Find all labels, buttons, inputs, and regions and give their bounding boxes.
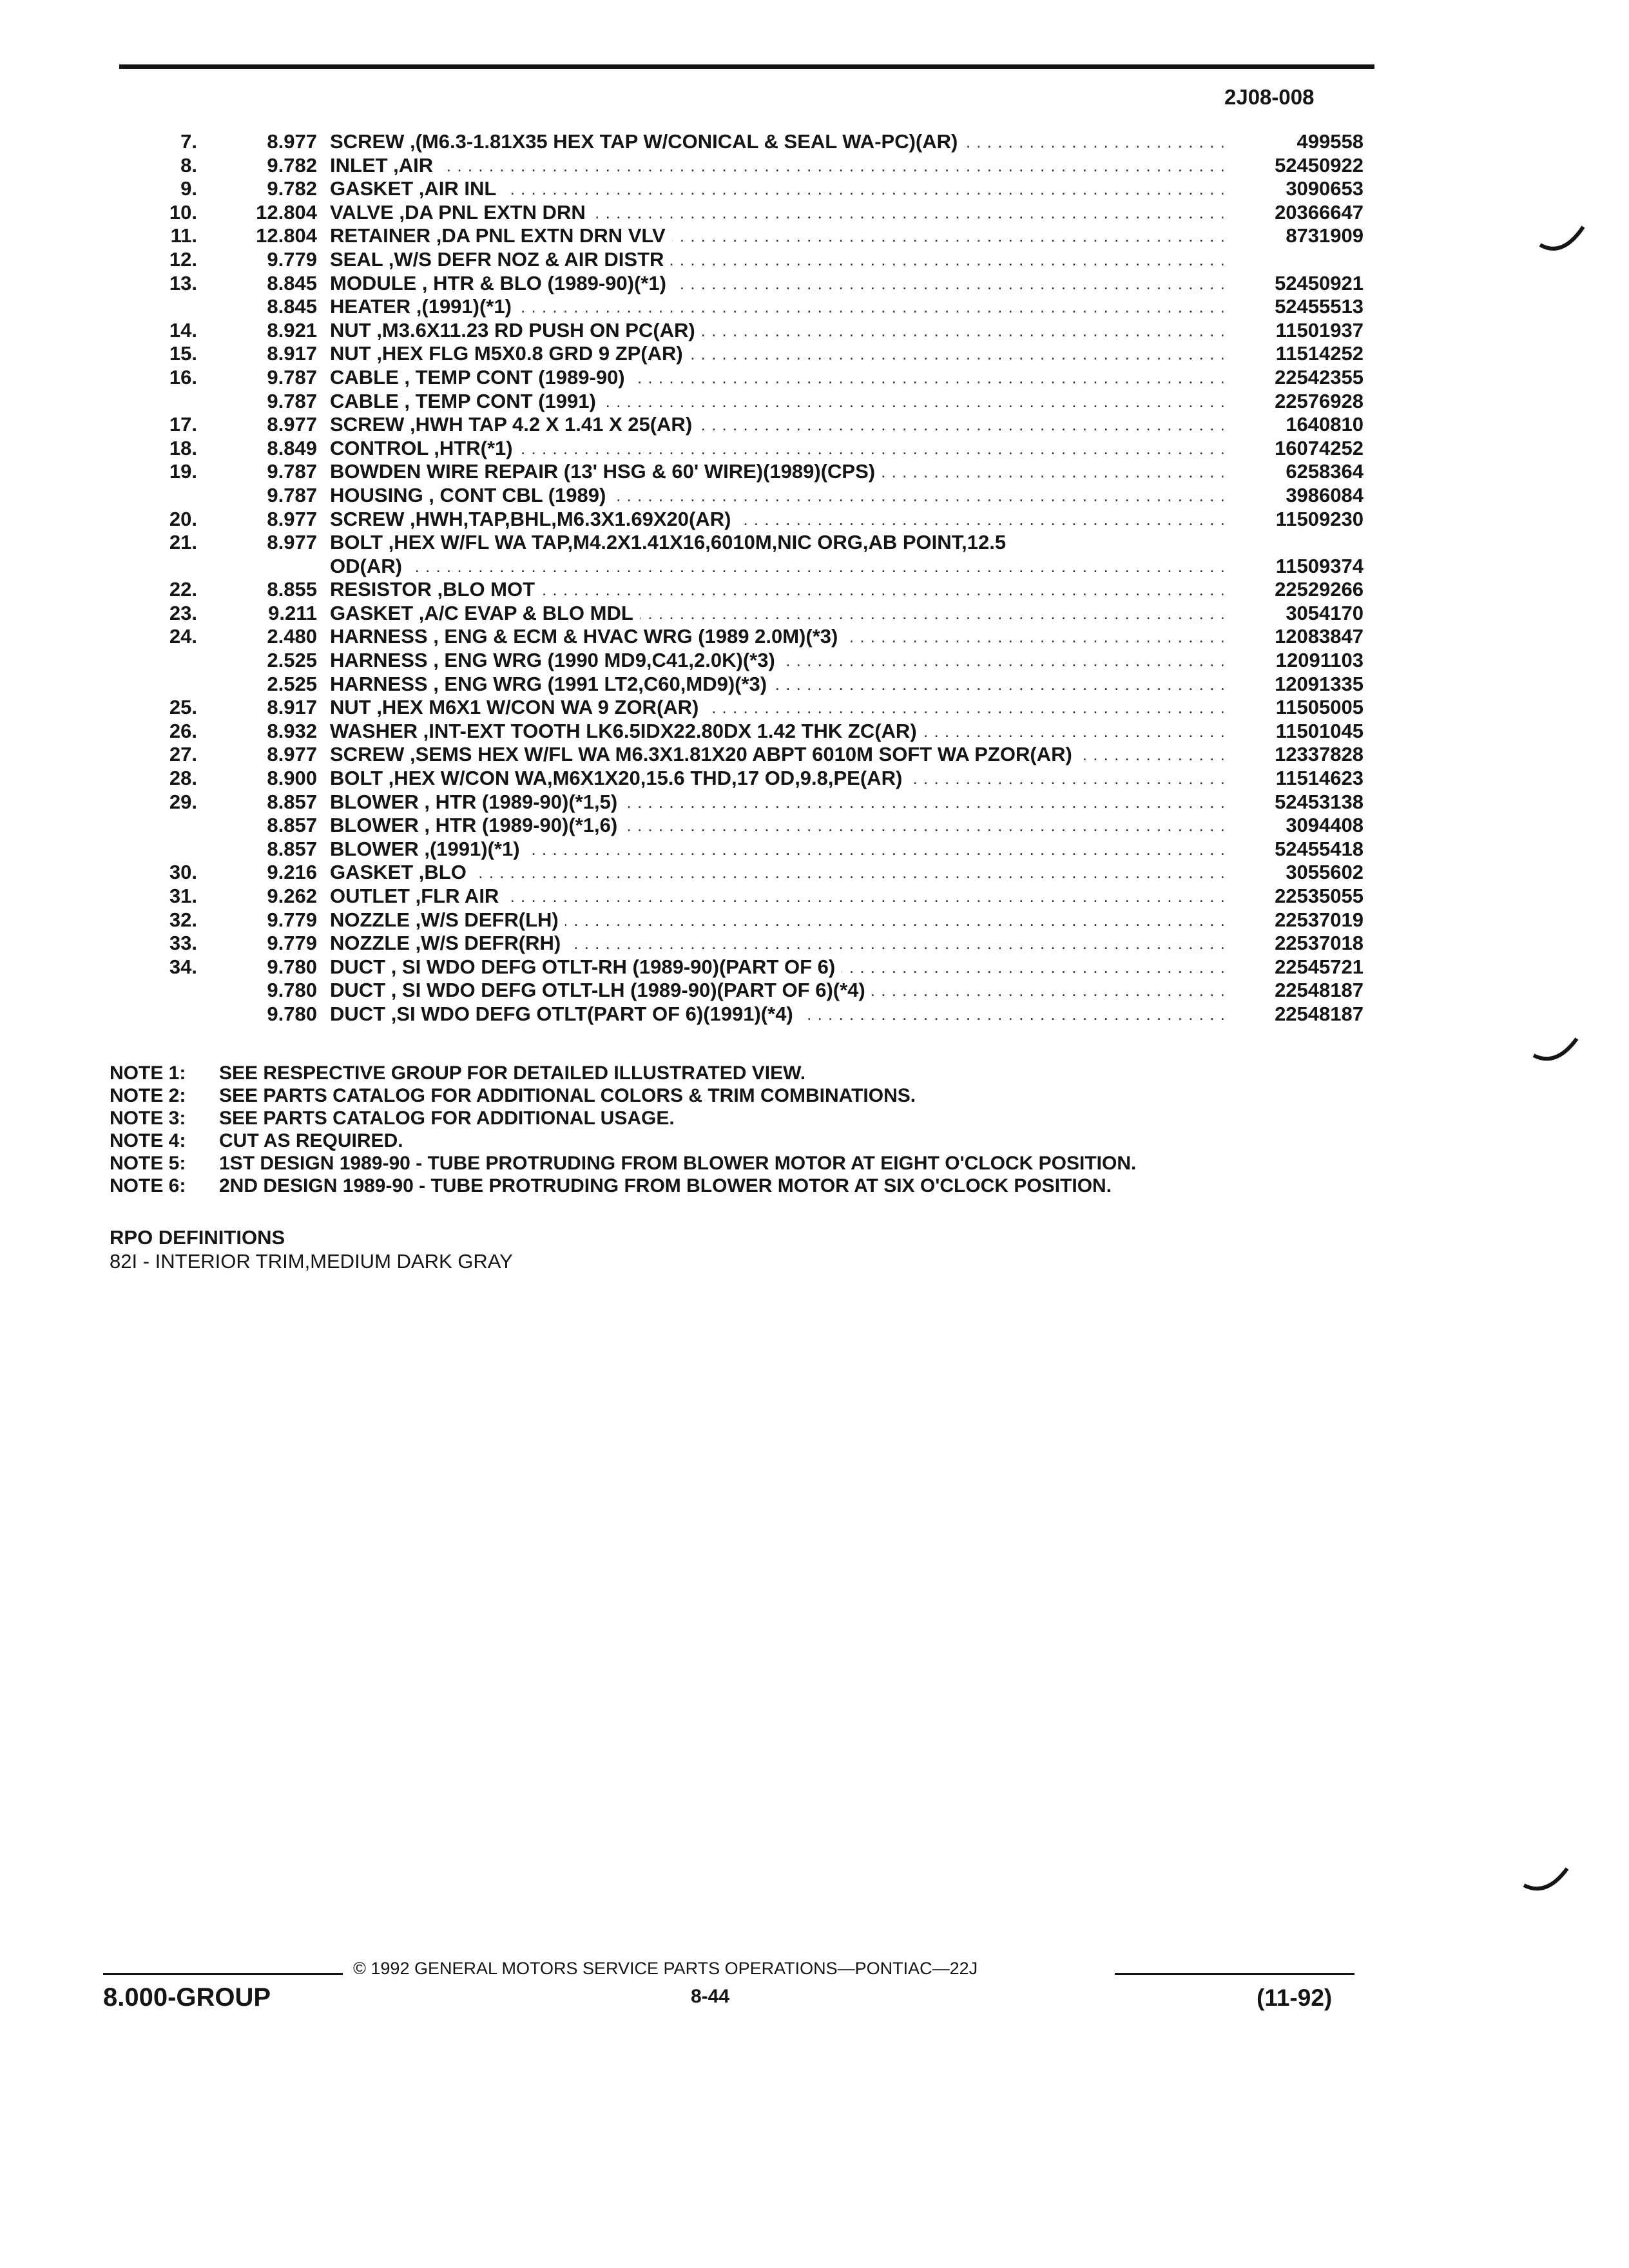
group-number: 9.262 — [267, 885, 317, 907]
group-number: 8.857 — [267, 837, 317, 860]
note-text: 1ST DESIGN 1989-90 - TUBE PROTRUDING FROM BLOWER MOTOR AT EIGHT O'CLOCK POSITION. — [219, 1153, 1137, 1174]
item-number: 16. — [169, 365, 197, 389]
part-description: BOLT ,HEX W/FL WA TAP,M4.2X1.41X16,6010M,NIC ORG,AB POINT,12.5 — [330, 531, 1229, 555]
part-number: 52455513 — [1275, 295, 1364, 318]
part-number: 11505005 — [1275, 696, 1364, 719]
group-number: 12.804 — [256, 200, 317, 224]
group-number: 8.977 — [267, 130, 317, 153]
part-number: 11501937 — [1275, 318, 1364, 341]
group-number: 8.855 — [267, 578, 317, 601]
part-number: 3094408 — [1286, 814, 1364, 837]
punch-mark-top — [1537, 219, 1588, 258]
part-number: 22548187 — [1275, 979, 1364, 1002]
part-number: 3090653 — [1286, 177, 1364, 200]
group-number: 9.787 — [267, 389, 317, 412]
part-row — [0, 295, 1629, 319]
note-line — [110, 1084, 1136, 1107]
note-line — [110, 1175, 1136, 1197]
part-description: DUCT , SI WDO DEFG OTLT-LH (1989-90)(PART OF 6)(*4) . . . — [330, 979, 1229, 1003]
group-number: 9.779 — [267, 932, 317, 955]
part-row — [0, 272, 1629, 296]
part-row — [0, 932, 1629, 956]
part-number: 8731909 — [1286, 224, 1364, 247]
part-number: 16074252 — [1275, 436, 1364, 459]
part-number: 11501045 — [1275, 719, 1364, 742]
part-description: BLOWER ,(1991)(*1) . . . — [330, 838, 1229, 861]
part-row — [0, 673, 1629, 697]
part-description: BLOWER , HTR (1989-90)(*1,5) . . . — [330, 791, 1229, 814]
item-number: 34. — [169, 955, 197, 978]
note-line — [110, 1062, 1136, 1084]
note-label: NOTE 3: — [110, 1108, 186, 1129]
part-description: HARNESS , ENG WRG (1991 LT2,C60,MD9)(*3) . . . — [330, 673, 1229, 697]
group-number: 8.857 — [267, 814, 317, 837]
part-description: OD(AR) . . . — [330, 555, 1229, 579]
part-number: 20366647 — [1275, 200, 1364, 224]
part-row — [0, 154, 1629, 178]
part-row — [0, 720, 1629, 744]
part-row — [0, 555, 1629, 579]
item-number: 27. — [169, 743, 197, 766]
part-description: NUT ,HEX M6X1 W/CON WA 9 ZOR(AR) . . . — [330, 696, 1229, 720]
part-description: NUT ,M3.6X11.23 RD PUSH ON PC(AR) . . . — [330, 319, 1229, 343]
group-number: 8.917 — [267, 342, 317, 365]
part-row — [0, 508, 1629, 532]
part-description: SCREW ,HWH,TAP,BHL,M6.3X1.69X20(AR) . . . — [330, 508, 1229, 532]
part-row — [0, 956, 1629, 979]
part-row — [0, 531, 1629, 555]
group-number: 2.525 — [267, 649, 317, 672]
part-description: NUT ,HEX FLG M5X0.8 GRD 9 ZP(AR) . . . — [330, 342, 1229, 366]
part-description: HEATER ,(1991)(*1) . . . — [330, 295, 1229, 319]
part-description: HOUSING , CONT CBL (1989) . . . — [330, 484, 1229, 508]
group-number: 8.977 — [267, 531, 317, 554]
group-number: 9.782 — [267, 153, 317, 177]
group-number: 8.845 — [267, 271, 317, 294]
footer-page-number: 8-44 — [691, 1986, 730, 2007]
part-number: 22535055 — [1275, 885, 1364, 907]
footer-group: 8.000-GROUP — [103, 1983, 271, 2012]
group-number: 8.921 — [267, 318, 317, 341]
group-number: 8.932 — [267, 719, 317, 742]
part-description: GASKET ,A/C EVAP & BLO MDL . . . — [330, 602, 1229, 626]
part-description: BOWDEN WIRE REPAIR (13' HSG & 60' WIRE)(1989)(CPS) . . . — [330, 460, 1229, 484]
footer-copyright: © 1992 GENERAL MOTORS SERVICE PARTS OPERATIONS—PONTIAC—22J — [353, 1959, 978, 1978]
part-description: NOZZLE ,W/S DEFR(LH) . . . — [330, 908, 1229, 932]
item-number: 22. — [169, 578, 197, 601]
part-row — [0, 1003, 1629, 1026]
part-description: INLET ,AIR . . . — [330, 154, 1229, 178]
notes-section — [110, 1062, 1136, 1197]
note-label: NOTE 6: — [110, 1175, 186, 1196]
part-number: 1640810 — [1286, 413, 1364, 436]
part-number: 3055602 — [1286, 861, 1364, 884]
note-text: SEE PARTS CATALOG FOR ADDITIONAL COLORS & TRIM COMBINATIONS. — [219, 1085, 916, 1106]
part-description: GASKET ,BLO . . . — [330, 861, 1229, 885]
part-description: BOLT ,HEX W/CON WA,M6X1X20,15.6 THD,17 OD,9.8,PE(AR) . . . — [330, 767, 1229, 791]
part-row — [0, 578, 1629, 602]
part-number: 22537019 — [1275, 908, 1364, 931]
group-number: 8.849 — [267, 436, 317, 459]
note-line — [110, 1129, 1136, 1152]
part-row — [0, 861, 1629, 885]
part-row — [0, 791, 1629, 814]
note-label: NOTE 1: — [110, 1062, 186, 1084]
part-description: VALVE ,DA PNL EXTN DRN . . . — [330, 201, 1229, 225]
group-number: 12.804 — [256, 224, 317, 247]
group-number: 9.779 — [267, 247, 317, 271]
item-number: 24. — [169, 625, 197, 648]
part-row — [0, 342, 1629, 366]
group-number: 9.780 — [267, 979, 317, 1002]
part-row — [0, 484, 1629, 508]
part-row — [0, 767, 1629, 791]
part-number: 52450922 — [1275, 153, 1364, 177]
item-number: 31. — [169, 885, 197, 907]
top-rule — [119, 64, 1374, 69]
part-row — [0, 248, 1629, 272]
item-number: 9. — [180, 177, 197, 200]
note-text: SEE PARTS CATALOG FOR ADDITIONAL USAGE. — [219, 1108, 675, 1129]
part-number: 52453138 — [1275, 790, 1364, 813]
item-number: 25. — [169, 696, 197, 719]
part-number: 22548187 — [1275, 1002, 1364, 1025]
part-number: 12091335 — [1275, 672, 1364, 695]
part-description: NOZZLE ,W/S DEFR(RH) . . . — [330, 932, 1229, 956]
note-text: CUT AS REQUIRED. — [219, 1130, 403, 1151]
part-row — [0, 130, 1629, 154]
part-row — [0, 460, 1629, 484]
part-row — [0, 201, 1629, 225]
part-row — [0, 413, 1629, 437]
part-description: HARNESS , ENG WRG (1990 MD9,C41,2.0K)(*3) . . . — [330, 649, 1229, 673]
part-row — [0, 319, 1629, 343]
part-row — [0, 602, 1629, 626]
part-row — [0, 366, 1629, 390]
part-row — [0, 979, 1629, 1003]
part-description: RESISTOR ,BLO MOT . . . — [330, 578, 1229, 602]
item-number: 21. — [169, 531, 197, 554]
part-number: 12091103 — [1275, 649, 1364, 672]
item-number: 7. — [180, 130, 197, 153]
part-description: MODULE , HTR & BLO (1989-90)(*1) . . . — [330, 272, 1229, 296]
item-number: 17. — [169, 413, 197, 436]
item-number: 13. — [169, 271, 197, 294]
note-line — [110, 1107, 1136, 1129]
part-row — [0, 908, 1629, 932]
item-number: 18. — [169, 436, 197, 459]
group-number: 9.216 — [267, 861, 317, 884]
part-row — [0, 649, 1629, 673]
part-row — [0, 177, 1629, 201]
item-number: 14. — [169, 318, 197, 341]
part-number: 11514623 — [1275, 767, 1364, 790]
part-row — [0, 838, 1629, 861]
group-number: 8.845 — [267, 295, 317, 318]
part-row — [0, 885, 1629, 908]
note-text: SEE RESPECTIVE GROUP FOR DETAILED ILLUSTRATED VIEW. — [219, 1062, 806, 1084]
part-description: DUCT ,SI WDO DEFG OTLT(PART OF 6)(1991)(*4) . . . — [330, 1003, 1229, 1026]
part-description: SCREW ,HWH TAP 4.2 X 1.41 X 25(AR) . . . — [330, 413, 1229, 437]
part-number: 11514252 — [1275, 342, 1364, 365]
group-number: 8.977 — [267, 507, 317, 530]
note-label: NOTE 4: — [110, 1130, 186, 1151]
part-number: 22537018 — [1275, 932, 1364, 955]
item-number: 23. — [169, 601, 197, 624]
part-number: 52450921 — [1275, 271, 1364, 294]
part-number: 11509374 — [1275, 554, 1364, 577]
group-number: 8.977 — [267, 413, 317, 436]
note-text: 2ND DESIGN 1989-90 - TUBE PROTRUDING FROM BLOWER MOTOR AT SIX O'CLOCK POSITION. — [219, 1175, 1112, 1196]
item-number: 8. — [180, 153, 197, 177]
note-label: NOTE 2: — [110, 1085, 186, 1106]
punch-mark-bottom — [1521, 1862, 1572, 1901]
group-number: 2.525 — [267, 672, 317, 695]
part-description: CONTROL ,HTR(*1) . . . — [330, 437, 1229, 461]
rpo-title: RPO DEFINITIONS — [110, 1226, 285, 1249]
group-number: 9.787 — [267, 365, 317, 389]
part-number: 12083847 — [1275, 625, 1364, 648]
part-row — [0, 390, 1629, 414]
group-number: 2.480 — [267, 625, 317, 648]
item-number: 33. — [169, 932, 197, 955]
part-number: 11509230 — [1275, 507, 1364, 530]
part-number: 52455418 — [1275, 837, 1364, 860]
part-number: 12337828 — [1275, 743, 1364, 766]
part-row — [0, 814, 1629, 838]
group-number: 8.977 — [267, 743, 317, 766]
note-line — [110, 1152, 1136, 1175]
item-number: 32. — [169, 908, 197, 931]
group-number: 9.780 — [267, 1002, 317, 1025]
group-number: 9.211 — [268, 601, 317, 624]
part-description: GASKET ,AIR INL . . . — [330, 177, 1229, 201]
item-number: 12. — [169, 247, 197, 271]
part-description: OUTLET ,FLR AIR . . . — [330, 885, 1229, 908]
group-number: 9.782 — [267, 177, 317, 200]
item-number: 20. — [169, 507, 197, 530]
part-number: 22542355 — [1275, 365, 1364, 389]
item-number: 28. — [169, 767, 197, 790]
part-description: SEAL ,W/S DEFR NOZ & AIR DISTR . . . — [330, 248, 1229, 272]
group-number: 8.857 — [267, 790, 317, 813]
part-description: CABLE , TEMP CONT (1991) . . . — [330, 390, 1229, 414]
group-number: 9.780 — [267, 955, 317, 978]
parts-list — [0, 130, 1629, 1026]
part-row — [0, 224, 1629, 248]
punch-mark-middle — [1530, 1031, 1582, 1070]
part-description: WASHER ,INT-EXT TOOTH LK6.5IDX22.80DX 1.42 THK ZC(AR) . . . — [330, 720, 1229, 744]
part-description: SCREW ,SEMS HEX W/FL WA M6.3X1.81X20 ABPT 6010M SOFT WA PZOR(AR) . . . — [330, 743, 1229, 767]
part-description: CABLE , TEMP CONT (1989-90) . . . — [330, 366, 1229, 390]
item-number: 15. — [169, 342, 197, 365]
group-number: 8.917 — [267, 696, 317, 719]
part-row — [0, 743, 1629, 767]
part-number: 6258364 — [1286, 460, 1364, 483]
part-description: BLOWER , HTR (1989-90)(*1,6) . . . — [330, 814, 1229, 838]
note-label: NOTE 5: — [110, 1153, 186, 1174]
rpo-definition: 82I - INTERIOR TRIM,MEDIUM DARK GRAY — [110, 1250, 513, 1273]
item-number: 26. — [169, 719, 197, 742]
part-description: DUCT , SI WDO DEFG OTLT-RH (1989-90)(PART OF 6) . . . — [330, 956, 1229, 979]
part-number: 22529266 — [1275, 578, 1364, 601]
part-description: SCREW ,(M6.3-1.81X35 HEX TAP W/CONICAL & SEAL WA-PC)(AR) . . . — [330, 130, 1229, 154]
part-number: 22576928 — [1275, 389, 1364, 412]
item-number: 11. — [170, 224, 197, 247]
part-row — [0, 437, 1629, 461]
group-number: 8.900 — [267, 767, 317, 790]
group-number: 9.787 — [267, 460, 317, 483]
part-description: HARNESS , ENG & ECM & HVAC WRG (1989 2.0M)(*3) . . . — [330, 625, 1229, 649]
document-code: 2J08-008 — [1224, 85, 1315, 109]
item-number: 30. — [169, 861, 197, 884]
item-number: 29. — [169, 790, 197, 813]
part-number: 499558 — [1296, 130, 1364, 153]
group-number: 9.779 — [267, 908, 317, 931]
part-number: 3054170 — [1286, 601, 1364, 624]
part-row — [0, 625, 1629, 649]
part-description: RETAINER ,DA PNL EXTN DRN VLV . . . — [330, 224, 1229, 248]
footer-rule-left — [103, 1973, 343, 1975]
group-number: 9.787 — [267, 483, 317, 506]
footer-rule-right — [1115, 1973, 1354, 1975]
item-number: 19. — [169, 460, 197, 483]
item-number: 10. — [169, 200, 197, 224]
part-number: 22545721 — [1275, 955, 1364, 978]
footer-date: (11-92) — [1257, 1984, 1333, 2011]
part-number: 3986084 — [1286, 483, 1364, 506]
part-row — [0, 696, 1629, 720]
